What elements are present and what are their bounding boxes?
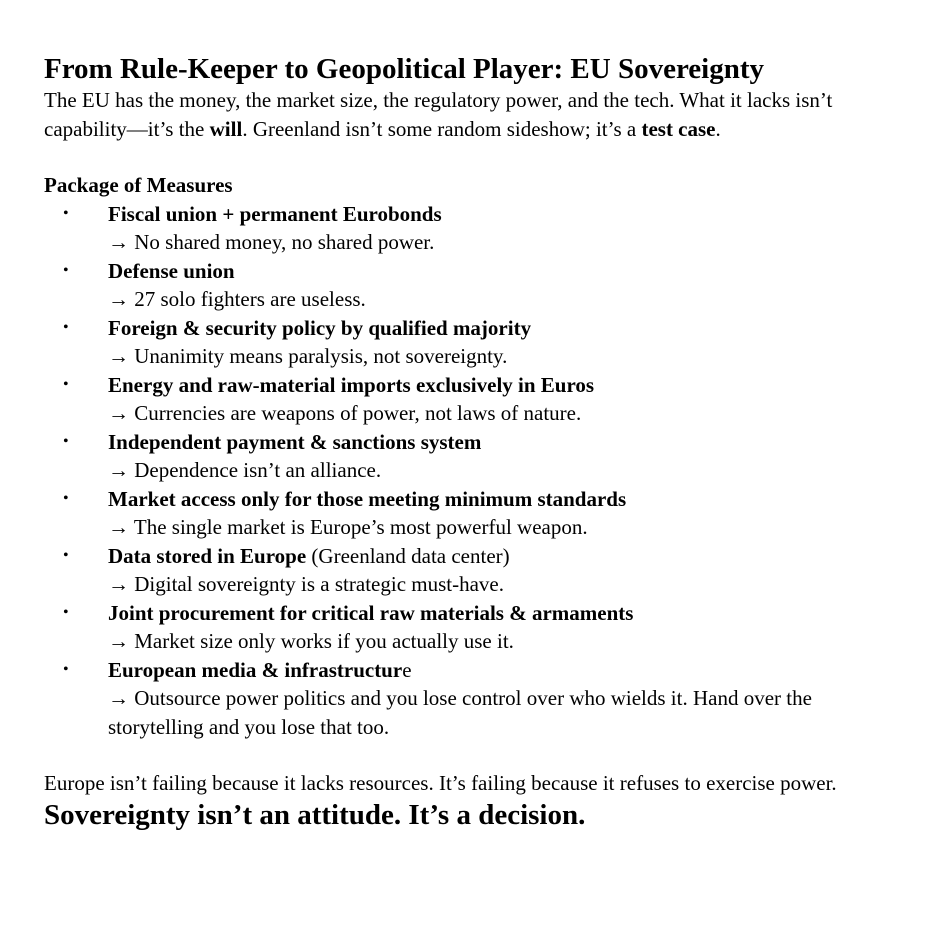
measure-description: → Unanimity means paralysis, not sovereignty. (108, 344, 508, 368)
measure-description: → 27 solo fighters are useless. (108, 287, 366, 311)
list-item (44, 371, 902, 428)
measure-title: Defense union (108, 258, 235, 283)
measure-title: European media & infrastructure (108, 657, 412, 682)
intro-text-1: The EU has the money, the market size, the regulatory power, and the tech. What it lacks isn’t capability—it’s the (44, 88, 833, 141)
bullet-icon: • (63, 375, 69, 393)
bullet-icon: • (63, 489, 69, 507)
measure-title: Joint procurement for critical raw materials & armaments (108, 600, 634, 625)
closing-paragraph: Europe isn’t failing because it lacks resources. It’s failing because it refuses to exercise power. (44, 771, 837, 795)
list-item (44, 200, 902, 257)
list-item (44, 542, 902, 599)
measure-title: Data stored in Europe (Greenland data center) (108, 543, 510, 568)
measure-description: → Outsource power politics and you lose control over who wields it. Hand over the storytelling and you lose that too. (108, 686, 812, 739)
intro-bold-will: will (209, 116, 243, 141)
measure-description: → Market size only works if you actually use it. (108, 629, 514, 653)
bullet-icon: • (63, 546, 69, 564)
measure-title: Foreign & security policy by qualified majority (108, 315, 532, 340)
bullet-icon: • (63, 603, 69, 621)
bullet-icon: • (63, 432, 69, 450)
page-title: From Rule-Keeper to Geopolitical Player: EU Sovereignty (44, 53, 765, 85)
bullet-icon: • (63, 318, 69, 336)
measure-description: → Currencies are weapons of power, not laws of nature. (108, 401, 582, 425)
list-item (44, 485, 902, 542)
intro-bold-test-case: test case (641, 116, 716, 141)
bullet-icon: • (63, 204, 69, 222)
measure-title: Market access only for those meeting minimum standards (108, 486, 627, 511)
measure-description: → The single market is Europe’s most powerful weapon. (108, 515, 588, 539)
measure-title: Energy and raw-material imports exclusively in Euros (108, 372, 595, 397)
intro-paragraph (44, 86, 902, 143)
measures-list (44, 200, 902, 742)
spacer (44, 143, 902, 171)
spacer (44, 741, 902, 769)
list-item (44, 656, 902, 742)
measure-description: → Dependence isn’t an alliance. (108, 458, 382, 482)
bullet-icon: • (63, 660, 69, 678)
measure-description: → Digital sovereignty is a strategic must-have. (108, 572, 504, 596)
measure-description: → No shared money, no shared power. (108, 230, 435, 254)
section-title: Package of Measures (44, 173, 233, 197)
list-item (44, 257, 902, 314)
measure-title: Fiscal union + permanent Eurobonds (108, 201, 442, 226)
list-item (44, 428, 902, 485)
bullet-icon: • (63, 261, 69, 279)
list-item (44, 314, 902, 371)
intro-text-3: . (715, 116, 721, 141)
intro-text-2: . Greenland isn’t some random sideshow; it’s a (242, 116, 642, 141)
final-statement: Sovereignty isn’t an attitude. It’s a decision. (44, 798, 586, 831)
list-item (44, 599, 902, 656)
measure-title: Independent payment & sanctions system (108, 429, 482, 454)
